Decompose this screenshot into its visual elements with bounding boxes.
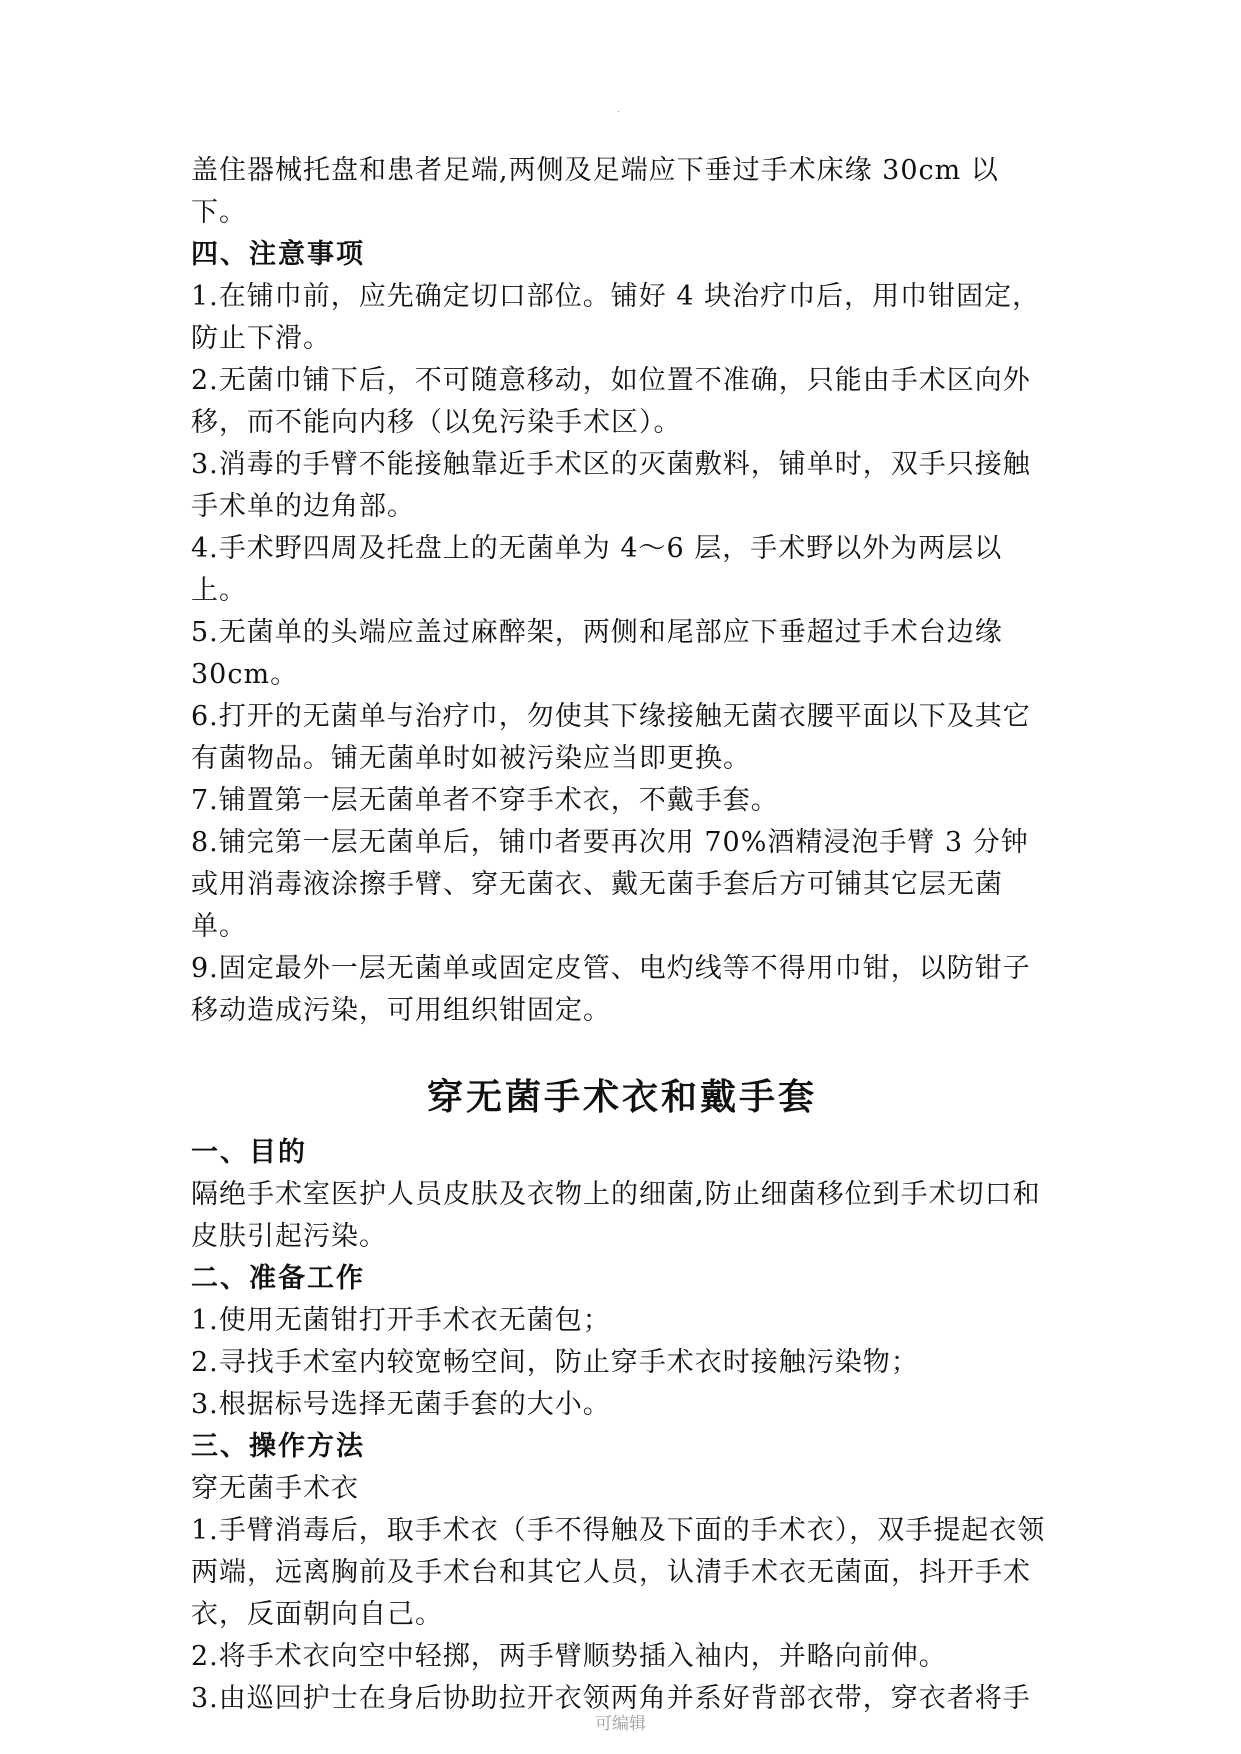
section-heading-purpose: 一、目的	[191, 1137, 307, 1168]
note-item: 4.手术野四周及托盘上的无菌单为 4～6 层，手术野以外为两层以上。	[191, 533, 1003, 606]
prep-item: 2.寻找手术室内较宽畅空间，防止穿手术衣时接触污染物；	[191, 1347, 919, 1378]
note-item: 3.消毒的手臂不能接触靠近手术区的灭菌敷料，铺单时，双手只接触手术单的边角部。	[191, 449, 1031, 522]
header-mark: .	[617, 104, 621, 115]
section-heading-method: 三、操作方法	[191, 1431, 365, 1462]
step-item: 1.手臂消毒后，取手术衣（手不得触及下面的手术衣），双手提起衣领两端，远离胸前及手术台和其它人员，认清手术衣无菌面，抖开手术衣，反面朝向自己。	[191, 1515, 1046, 1630]
document-body	[191, 150, 1053, 1720]
note-item: 8.铺完第一层无菌单后，铺巾者要再次用 70%酒精浸泡手臂 3 分钟或用消毒液涂擦手臂、穿无菌衣、戴无菌手套后方可铺其它层无菌单。	[191, 827, 1029, 942]
note-item: 7.铺置第一层无菌单者不穿手术衣，不戴手套。	[191, 785, 779, 816]
section-heading-preparation: 二、准备工作	[191, 1263, 365, 1294]
step-item: 3.由巡回护士在身后协助拉开衣领两角并系好背部衣带，穿衣者将手	[191, 1683, 1031, 1714]
purpose-text: 隔绝手术室医护人员皮肤及衣物上的细菌,防止细菌移位到手术切口和皮肤引起污染。	[191, 1179, 1041, 1252]
note-item: 6.打开的无菌单与治疗巾，勿使其下缘接触无菌衣腰平面以下及其它有菌物品。铺无菌单时如被污染应当即更换。	[191, 701, 1031, 774]
note-item: 2.无菌巾铺下后，不可随意移动，如位置不准确，只能由手术区向外移，而不能向内移（以免污染手术区）。	[191, 365, 1031, 438]
document-title: 穿无菌手术衣和戴手套	[426, 1076, 817, 1118]
note-item: 5.无菌单的头端应盖过麻醉架，两侧和尾部应下垂超过手术台边缘 30cm。	[191, 617, 1003, 690]
step-item: 2.将手术衣向空中轻掷，两手臂顺势插入袖内，并略向前伸。	[191, 1641, 947, 1672]
note-item: 1.在铺巾前，应先确定切口部位。铺好 4 块治疗巾后，用巾钳固定，防止下滑。	[191, 281, 1041, 354]
section-heading-notes: 四、注意事项	[191, 239, 365, 270]
subheading-gown: 穿无菌手术衣	[191, 1473, 359, 1504]
prep-item: 3.根据标号选择无菌手套的大小。	[191, 1389, 611, 1420]
continuation-text: 盖住器械托盘和患者足端,两侧及足端应下垂过手术床缘 30cm 以下。	[191, 155, 999, 228]
note-item: 9.固定最外一层无菌单或固定皮管、电灼线等不得用巾钳，以防钳子移动造成污染，可用组织钳固定。	[191, 953, 1031, 1026]
prep-item: 1.使用无菌钳打开手术衣无菌包；	[191, 1305, 611, 1336]
page-footer: 可编辑	[595, 1714, 646, 1734]
